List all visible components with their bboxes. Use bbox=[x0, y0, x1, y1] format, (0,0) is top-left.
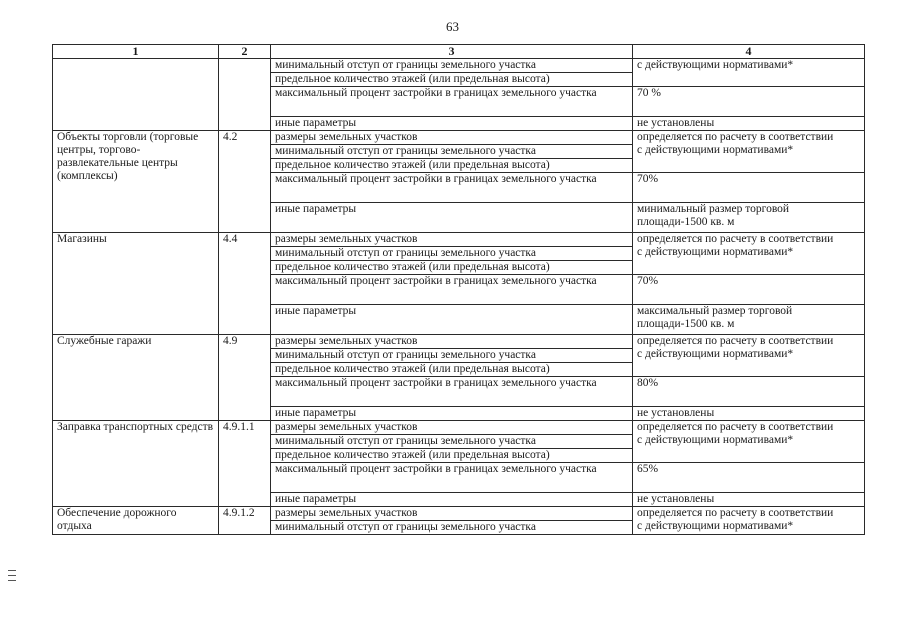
value-coverage: 70 % bbox=[633, 87, 865, 117]
value-by-calculation: определяется по расчету в соответствии с действующими нормативами* bbox=[633, 421, 865, 463]
param-min-offset: минимальный отступ от границы земельного участка bbox=[271, 247, 633, 261]
table-row bbox=[53, 59, 865, 73]
table-header-row bbox=[53, 45, 865, 59]
use-type-code: 4.2 bbox=[219, 131, 271, 233]
table-row bbox=[53, 131, 865, 145]
value-other: максимальный размер торговой площади-1500 кв. м bbox=[633, 305, 865, 335]
value-other: не установлены bbox=[633, 117, 865, 131]
param-sizes: размеры земельных участков bbox=[271, 507, 633, 521]
header-col-2: 2 bbox=[219, 45, 271, 59]
param-max-floors: предельное количество этажей (или предельная высота) bbox=[271, 449, 633, 463]
header-col-1: 1 bbox=[53, 45, 219, 59]
use-type-code: 4.9 bbox=[219, 335, 271, 421]
value-by-calculation: определяется по расчету в соответствии с действующими нормативами* bbox=[633, 335, 865, 377]
value-coverage: 70% bbox=[633, 275, 865, 305]
value-other: не установлены bbox=[633, 407, 865, 421]
param-max-coverage: максимальный процент застройки в границах земельного участка bbox=[271, 377, 633, 407]
param-min-offset: минимальный отступ от границы земельного участка bbox=[271, 349, 633, 363]
value-by-calculation: определяется по расчету в соответствии с действующими нормативами* bbox=[633, 507, 865, 535]
param-min-offset: минимальный отступ от границы земельного участка bbox=[271, 521, 633, 535]
value-by-calculation: определяется по расчету в соответствии с действующими нормативами* bbox=[633, 131, 865, 173]
use-type-name: Магазины bbox=[53, 233, 219, 335]
value-coverage: 80% bbox=[633, 377, 865, 407]
land-use-regulations-table bbox=[52, 44, 865, 535]
use-type-name: Обеспечение дорожного отдыха bbox=[53, 507, 219, 535]
param-min-offset: минимальный отступ от границы земельного участка bbox=[271, 435, 633, 449]
header-col-4: 4 bbox=[633, 45, 865, 59]
use-type-code: 4.9.1.1 bbox=[219, 421, 271, 507]
value-by-calculation: с действующими нормативами* bbox=[633, 59, 865, 87]
param-max-coverage: максимальный процент застройки в границах земельного участка bbox=[271, 463, 633, 493]
param-max-floors: предельное количество этажей (или предельная высота) bbox=[271, 159, 633, 173]
table-row bbox=[53, 233, 865, 247]
value-coverage: 65% bbox=[633, 463, 865, 493]
margin-marks bbox=[8, 570, 16, 585]
value-by-calculation: определяется по расчету в соответствии с действующими нормативами* bbox=[633, 233, 865, 275]
table-row bbox=[53, 421, 865, 435]
use-type-code: 4.9.1.2 bbox=[219, 507, 271, 535]
param-other: иные параметры bbox=[271, 305, 633, 335]
param-other: иные параметры bbox=[271, 117, 633, 131]
param-sizes: размеры земельных участков bbox=[271, 131, 633, 145]
param-max-floors: предельное количество этажей (или предельная высота) bbox=[271, 73, 633, 87]
param-other: иные параметры bbox=[271, 407, 633, 421]
param-max-coverage: максимальный процент застройки в границах земельного участка bbox=[271, 87, 633, 117]
page-number: 63 bbox=[446, 19, 459, 34]
use-type-name bbox=[53, 59, 219, 131]
param-sizes: размеры земельных участков bbox=[271, 233, 633, 247]
use-type-name: Заправка транспортных средств bbox=[53, 421, 219, 507]
param-other: иные параметры bbox=[271, 203, 633, 233]
value-other: минимальный размер торговой площади-1500 кв. м bbox=[633, 203, 865, 233]
table-row bbox=[53, 335, 865, 349]
param-sizes: размеры земельных участков bbox=[271, 335, 633, 349]
use-type-name: Объекты торговли (торговые центры, торгово-развлекательные центры (комплексы) bbox=[53, 131, 219, 233]
param-max-floors: предельное количество этажей (или предельная высота) bbox=[271, 363, 633, 377]
value-coverage: 70% bbox=[633, 173, 865, 203]
use-type-name: Служебные гаражи bbox=[53, 335, 219, 421]
use-type-code: 4.4 bbox=[219, 233, 271, 335]
param-min-offset: минимальный отступ от границы земельного участка bbox=[271, 145, 633, 159]
value-other: не установлены bbox=[633, 493, 865, 507]
param-sizes: размеры земельных участков bbox=[271, 421, 633, 435]
table-row bbox=[53, 507, 865, 521]
param-min-offset: минимальный отступ от границы земельного участка bbox=[271, 59, 633, 73]
use-type-code bbox=[219, 59, 271, 131]
param-max-coverage: максимальный процент застройки в границах земельного участка bbox=[271, 275, 633, 305]
header-col-3: 3 bbox=[271, 45, 633, 59]
param-max-floors: предельное количество этажей (или предельная высота) bbox=[271, 261, 633, 275]
param-other: иные параметры bbox=[271, 493, 633, 507]
param-max-coverage: максимальный процент застройки в границах земельного участка bbox=[271, 173, 633, 203]
